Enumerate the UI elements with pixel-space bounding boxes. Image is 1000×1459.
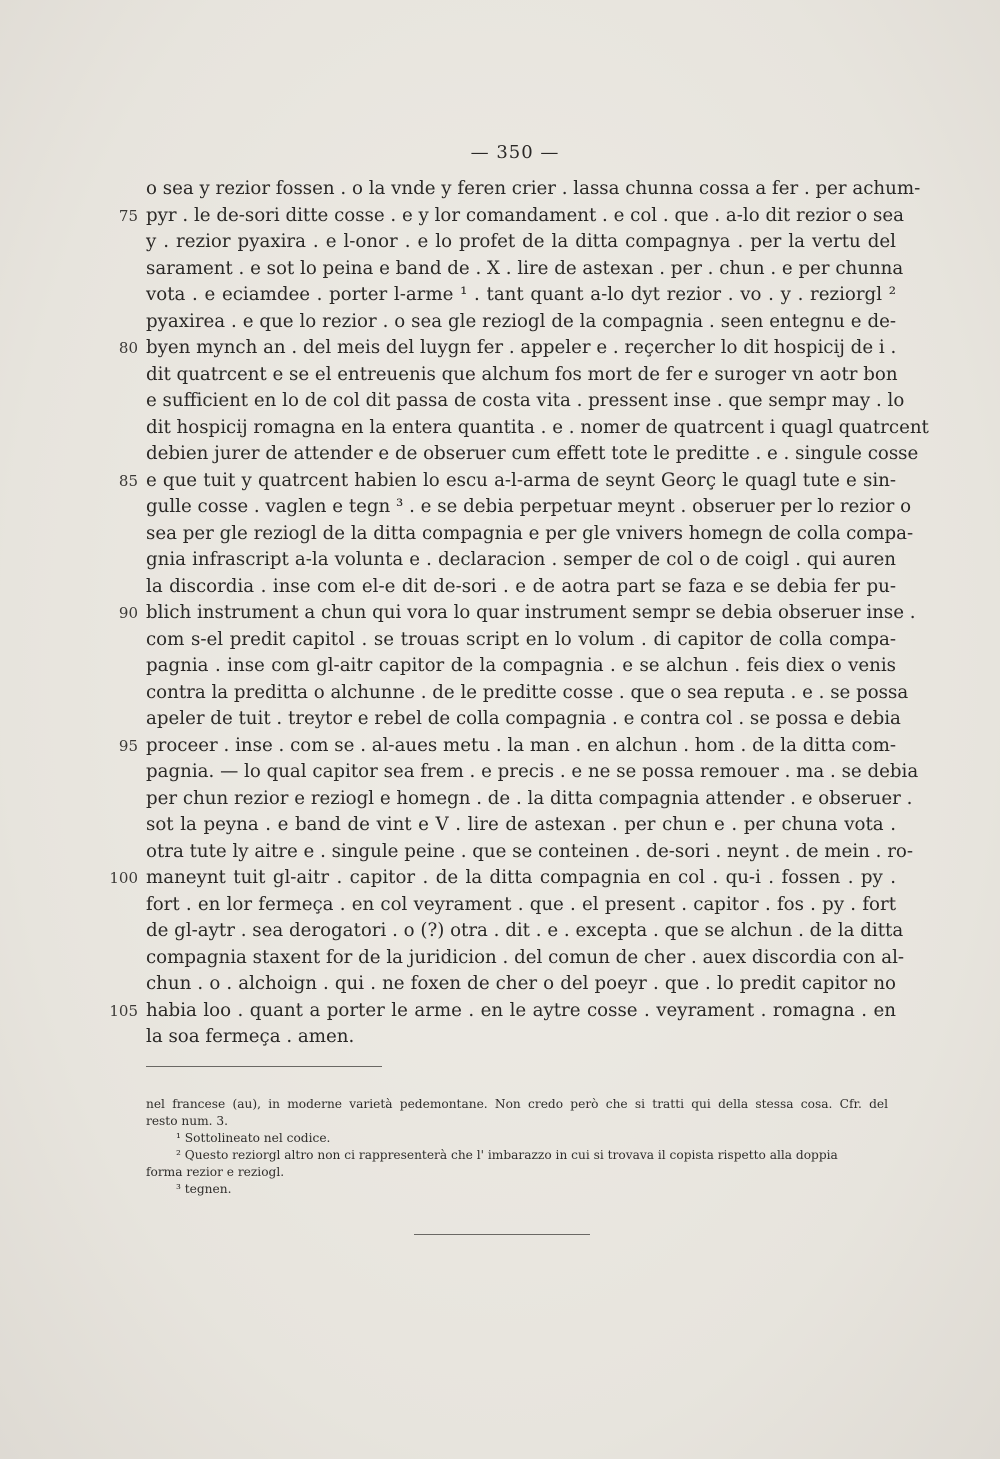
line-text: otra tute ly aitre e . singule peine . que se conteinen . de-sori . neynt . de mein . ro- xyxy=(146,840,913,862)
line-text: dit hospicij romagna en la entera quantita . e . nomer de quatrcent i quagl quatrcent xyxy=(146,416,929,438)
line-text: y . rezior pyaxira . e l-onor . e lo profet de la ditta compagnya . per la vertu del xyxy=(146,231,896,252)
text-line xyxy=(146,415,929,442)
line-text: chun . o . alchoign . qui . ne foxen de cher o del poeyr . que . lo predit capitor no xyxy=(146,973,896,994)
text-line xyxy=(118,600,916,627)
line-text: la discordia . inse com el-e dit de-sori . e de aotra part se faza e se debia fer pu- xyxy=(146,575,896,597)
line-text: debien jurer de attender e de obseruer cum effett tote le preditte . e . singule cosse xyxy=(146,443,919,464)
text-line xyxy=(146,892,896,919)
footnote-line: ² Questo reziorgl altro non ci rappresenterà che l' imbarazzo in cui si trovava il copista rispetto alla doppia xyxy=(176,1148,838,1162)
footnote-line: ³ tegnen. xyxy=(176,1182,232,1196)
main-text-block xyxy=(109,176,929,1051)
text-line xyxy=(146,256,904,283)
text-line xyxy=(118,468,896,495)
text-line xyxy=(146,547,896,574)
text-line xyxy=(118,733,896,760)
text-line xyxy=(146,309,896,336)
line-text: dit quatrcent e se el entreuenis que alchum fos mort de fer e suroger vn aotr bon xyxy=(146,363,898,385)
line-text: maneynt tuit gl-aitr . capitor . de la ditta compagnia en col . qu-i . fossen . py . xyxy=(146,867,896,888)
line-number: 75 xyxy=(118,206,138,225)
line-number: 85 xyxy=(118,471,138,490)
text-line xyxy=(146,627,896,654)
line-text: apeler de tuit . treytor e rebel de colla compagnia . e contra col . se possa e debia xyxy=(146,708,901,729)
line-text: sarament . e sot lo peina e band de . X . lire de astexan . per . chun . e per chunna xyxy=(146,257,904,279)
line-text: contra la preditta o alchunne . de le preditte cosse . que o sea reputa . e . se possa xyxy=(146,681,909,703)
text-line xyxy=(146,362,896,389)
text-line xyxy=(146,812,896,839)
line-text: gulle cosse . vaglen e tegn ³ . e se debia perpetuar meynt . obseruer per lo rezior o xyxy=(146,496,912,517)
text-line xyxy=(109,865,896,892)
text-line xyxy=(146,574,896,601)
line-text: o sea y rezior fossen . o la vnde y feren crier . lassa chunna cossa a fer . per achum- xyxy=(146,178,921,199)
text-line xyxy=(118,203,904,230)
line-text: com s-el predit capitol . se trouas script en lo volum . di capitor de colla compa- xyxy=(146,628,896,650)
line-text: compagnia staxent for de la juridicion . del comun de cher . auex discordia con al- xyxy=(146,946,905,968)
line-text: pyr . le de-sori ditte cosse . e y lor comandament . e col . que . a-lo dit rezior o sea xyxy=(146,204,904,226)
line-number: 100 xyxy=(109,869,138,887)
footnote-line: resto num. 3. xyxy=(146,1114,229,1128)
text-line xyxy=(146,759,919,786)
line-text: blich instrument a chun qui vora lo quar instrument sempr se debia obseruer inse . xyxy=(146,602,916,623)
page-number: — 350 — xyxy=(470,142,560,163)
text-line xyxy=(146,521,914,548)
line-text: sea per gle reziogl de la ditta compagnia e per gle vnivers homegn de colla compa- xyxy=(146,522,914,544)
text-line xyxy=(146,1024,896,1051)
text-line xyxy=(146,282,896,309)
footnotes-block xyxy=(146,1096,888,1198)
line-text: e sufficient en lo de col dit passa de costa vita . pressent inse . que sempr may . lo xyxy=(146,390,905,411)
line-number: 80 xyxy=(118,339,138,357)
line-text: sot la peyna . e band de vint e V . lire de astexan . per chun e . per chuna vota . xyxy=(146,814,896,835)
text-line xyxy=(146,971,896,998)
line-text: pagnia. — lo qual capitor sea frem . e precis . e ne se possa remouer . ma . se debia xyxy=(146,761,919,782)
line-text: la soa fermeça . amen. xyxy=(146,1026,355,1047)
footnote-line: nel francese (au), in moderne varietà pedemontane. Non credo però che si tratti qui della stessa cosa. Cfr. del xyxy=(146,1097,888,1111)
line-number: 90 xyxy=(118,604,138,622)
line-text: per chun rezior e reziogl e homegn . de . la ditta compagnia attender . e obseruer . xyxy=(146,787,913,809)
text-line xyxy=(146,839,913,866)
line-number: 95 xyxy=(118,736,138,755)
footnote-line: ¹ Sottolineato nel codice. xyxy=(176,1131,331,1145)
line-text: byen mynch an . del meis del luygn fer . appeler e . reçercher lo dit hospicij de i . xyxy=(146,337,897,358)
line-number: 105 xyxy=(109,1001,138,1020)
text-line xyxy=(146,176,921,203)
text-line xyxy=(146,229,896,256)
footnote-line: forma rezior e reziogl. xyxy=(146,1165,285,1179)
bottom-ornament-rule xyxy=(414,1234,590,1235)
text-line xyxy=(146,706,901,733)
footnote-separator-rule xyxy=(146,1066,382,1067)
text-line xyxy=(146,441,919,468)
text-line xyxy=(146,786,913,813)
line-text: vota . e eciamdee . porter l-arme ¹ . tant quant a-lo dyt rezior . vo . y . reziorgl ² xyxy=(146,284,896,305)
text-line xyxy=(146,653,896,680)
line-text: fort . en lor fermeça . en col veyrament . que . el present . capitor . fos . py . fort xyxy=(146,893,896,915)
text-line xyxy=(118,335,897,362)
line-text: habia loo . quant a porter le arme . en le aytre cosse . veyrament . romagna . en xyxy=(146,999,896,1021)
text-line xyxy=(109,998,896,1025)
line-text: pyaxirea . e que lo rezior . o sea gle reziogl de la compagnia . seen entegnu e de- xyxy=(146,310,896,332)
text-line xyxy=(146,494,912,521)
line-text: gnia infrascript a-la volunta e . declaracion . semper de col o de coigl . qui auren xyxy=(146,549,896,570)
line-text: de gl-aytr . sea derogatori . o (?) otra . dit . e . excepta . que se alchun . de la ditta xyxy=(146,920,904,941)
line-text: pagnia . inse com gl-aitr capitor de la compagnia . e se alchun . feis diex o venis xyxy=(146,655,896,676)
line-text: proceer . inse . com se . al-aues metu . la man . en alchun . hom . de la ditta com- xyxy=(146,734,896,756)
text-line xyxy=(146,918,904,945)
line-text: e que tuit y quatrcent habien lo escu a-l-arma de seynt Georç le quagl tute e sin- xyxy=(146,469,896,491)
text-line xyxy=(146,388,905,415)
text-line xyxy=(146,680,909,707)
text-line xyxy=(146,945,905,972)
